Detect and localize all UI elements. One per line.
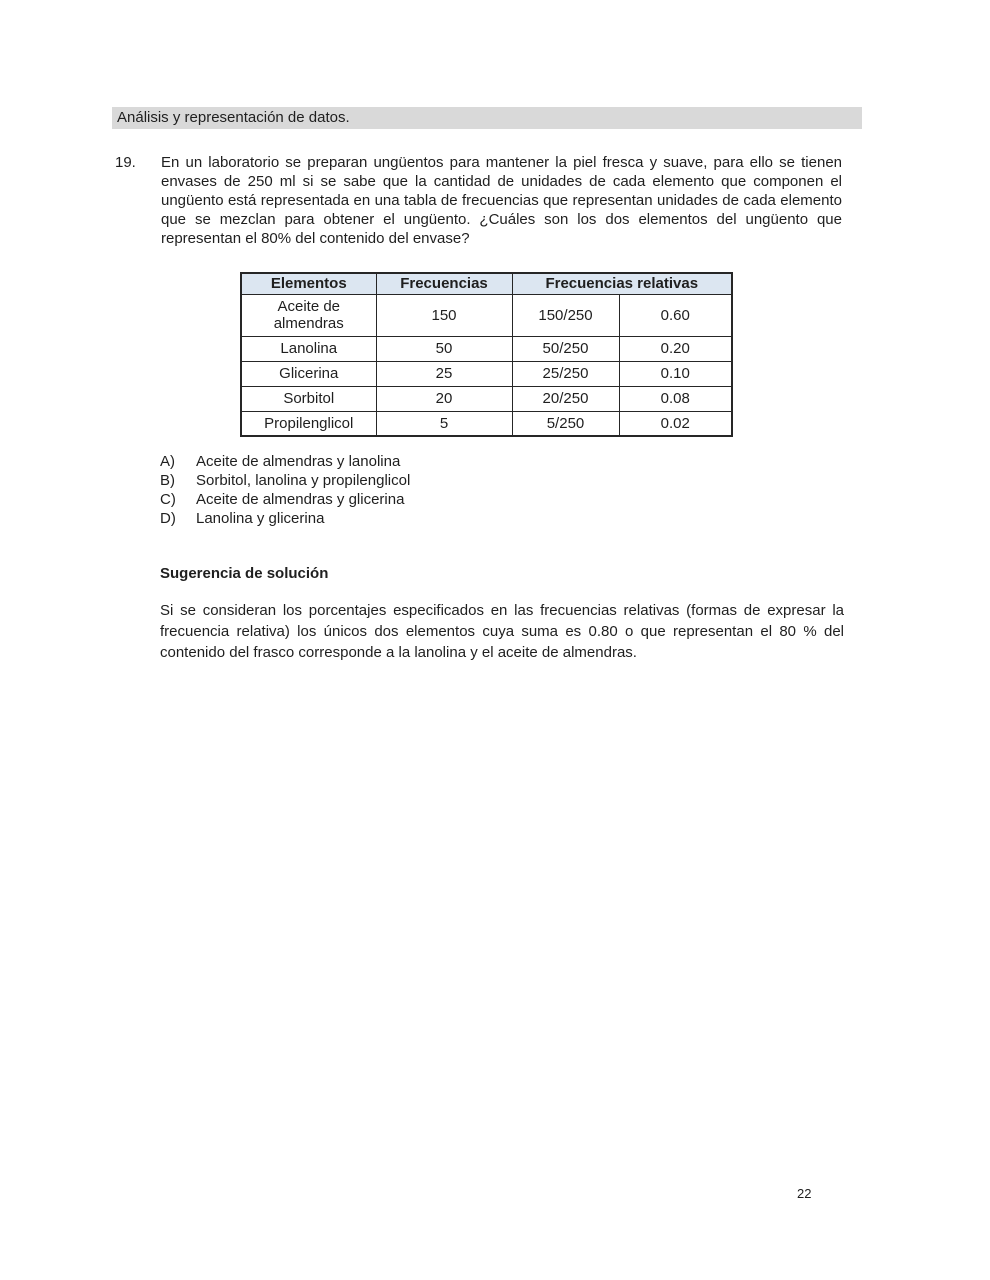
cell-element: Propilenglicol <box>241 411 376 436</box>
option-letter: C) <box>160 491 176 508</box>
cell-rel-fraction: 20/250 <box>512 386 619 411</box>
option-text: Lanolina y glicerina <box>196 510 325 527</box>
answer-options <box>160 452 410 528</box>
question-text: En un laboratorio se preparan ungüentos para mantener la piel fresca y suave, para ello se tienen envases de 250 ml si se sabe que la cantidad de unidades de cada elemento que componen el ungüento está representada en una tabla de frecuencias que representan unidades de cada elemento que se mezclan para obtener el ungüento. ¿Cuáles son los dos elementos del ungüento que representan el 80% del contenido del envase? <box>161 154 842 247</box>
option-text: Sorbitol, lanolina y propilenglicol <box>196 472 411 489</box>
option-c <box>160 490 410 509</box>
cell-rel-decimal: 0.10 <box>619 361 732 386</box>
page-number: 22 <box>797 1186 812 1201</box>
option-text: Aceite de almendras y glicerina <box>196 491 405 508</box>
cell-frequency: 5 <box>376 411 512 436</box>
cell-rel-fraction: 50/250 <box>512 336 619 361</box>
cell-frequency: 20 <box>376 386 512 411</box>
header-elements: Elementos <box>241 273 376 294</box>
solution-title: Sugerencia de solución <box>160 565 329 582</box>
cell-element: Sorbitol <box>241 386 376 411</box>
frequency-table <box>240 272 733 437</box>
cell-frequency: 150 <box>376 294 512 336</box>
table-row <box>241 336 732 361</box>
cell-frequency: 25 <box>376 361 512 386</box>
table-row <box>241 294 732 336</box>
table-row <box>241 411 732 436</box>
solution-text: Si se consideran los porcentajes especificados en las frecuencias relativas (formas de expresar la frecuencia relativa) los únicos dos elementos cuya suma es 0.80 o que representan el 80 % del contenido del frasco corresponde a la lanolina y el aceite de almendras. <box>160 602 844 661</box>
cell-rel-decimal: 0.02 <box>619 411 732 436</box>
option-d <box>160 509 410 528</box>
table-header-row <box>241 273 732 294</box>
question-number: 19. <box>115 154 136 171</box>
cell-rel-decimal: 0.08 <box>619 386 732 411</box>
cell-element: Aceite de almendras <box>241 294 376 336</box>
table-row <box>241 361 732 386</box>
cell-frequency: 50 <box>376 336 512 361</box>
cell-element: Glicerina <box>241 361 376 386</box>
header-frequencies: Frecuencias <box>376 273 512 294</box>
cell-rel-fraction: 150/250 <box>512 294 619 336</box>
option-letter: D) <box>160 510 176 527</box>
option-letter: A) <box>160 453 175 470</box>
cell-rel-fraction: 25/250 <box>512 361 619 386</box>
section-header-bar: Análisis y representación de datos. <box>112 107 862 129</box>
header-relative-frequencies: Frecuencias relativas <box>512 273 732 294</box>
option-letter: B) <box>160 472 175 489</box>
option-a <box>160 452 410 471</box>
question-block <box>115 153 842 248</box>
option-text: Aceite de almendras y lanolina <box>196 453 401 470</box>
table-row <box>241 386 732 411</box>
cell-rel-fraction: 5/250 <box>512 411 619 436</box>
cell-rel-decimal: 0.20 <box>619 336 732 361</box>
cell-element: Lanolina <box>241 336 376 361</box>
option-b <box>160 471 410 490</box>
cell-rel-decimal: 0.60 <box>619 294 732 336</box>
